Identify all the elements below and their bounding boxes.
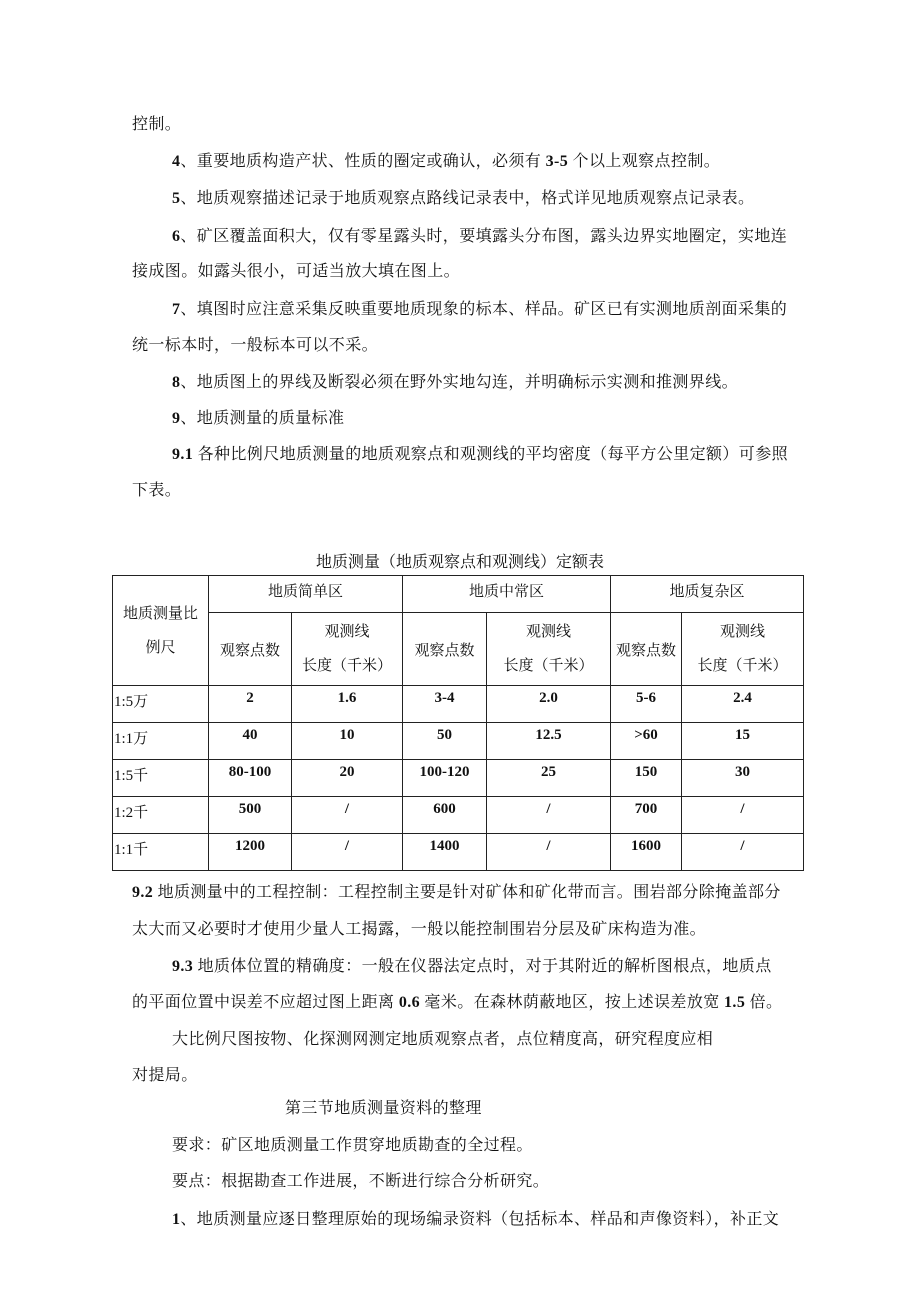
text-segment: 太大而又必要时才使用少量人工揭露，一般以能控制围岩分层及矿床构造为准。 bbox=[132, 921, 707, 938]
table-header-row bbox=[113, 576, 804, 613]
text-segment: 、矿区覆盖面积大，仅有零星露头时，要填露头分布图，露头边界实地圈定，实地连 bbox=[180, 228, 788, 245]
text-segment: 接成图。如露头很小，可适当放大填在图上。 bbox=[132, 263, 461, 280]
scale-cell: 1:5千 bbox=[113, 760, 209, 797]
paragraph-line bbox=[172, 1030, 713, 1050]
paragraph-line bbox=[172, 227, 787, 247]
text-segment: 统一标本时，一般标本可以不采。 bbox=[132, 337, 379, 354]
paragraph-line bbox=[172, 300, 787, 320]
value-cell: 2.0 bbox=[487, 686, 611, 723]
text-segment: 要求：矿区地质测量工作贯穿地质勘查的全过程。 bbox=[172, 1137, 533, 1154]
paragraph-line bbox=[132, 883, 781, 903]
sub-header-points: 观察点数 bbox=[403, 613, 487, 686]
paragraph-line bbox=[172, 1172, 549, 1192]
paragraph-line bbox=[172, 409, 344, 429]
bold-number: 5 bbox=[172, 190, 181, 207]
paragraph-line bbox=[172, 373, 738, 393]
paragraph-line bbox=[172, 445, 788, 465]
paragraph-line bbox=[172, 189, 754, 209]
value-cell: 1200 bbox=[209, 834, 292, 871]
value-cell: 150 bbox=[611, 760, 682, 797]
text-segment: 的平面位置中误差不应超过图上距离 bbox=[132, 994, 399, 1011]
group-header: 地质简单区 bbox=[209, 576, 403, 613]
bold-number: 7 bbox=[172, 301, 181, 318]
value-cell: 15 bbox=[682, 723, 804, 760]
sub-header-points: 观察点数 bbox=[611, 613, 682, 686]
text-segment: 第三节地质测量资料的整理 bbox=[285, 1100, 482, 1117]
sub-line-l2: 长度（千米） bbox=[503, 658, 594, 674]
sub-header-points: 观察点数 bbox=[209, 613, 292, 686]
bold-number: 6 bbox=[172, 228, 181, 245]
sub-header-line bbox=[487, 613, 611, 686]
paragraph-line bbox=[172, 957, 772, 977]
value-cell: 30 bbox=[682, 760, 804, 797]
value-cell: 500 bbox=[209, 797, 292, 834]
text-segment: 倍。 bbox=[745, 994, 783, 1011]
text-segment: 、地质测量的质量标准 bbox=[180, 410, 345, 427]
scale-cell: 1:5万 bbox=[113, 686, 209, 723]
value-cell: / bbox=[487, 834, 611, 871]
paragraph-line bbox=[132, 481, 181, 501]
text-segment: 控制。 bbox=[132, 116, 182, 133]
text-segment: 、地质测量应逐日整理原始的现场编录资料（包括标本、样品和声像资料），补正文 bbox=[180, 1211, 780, 1228]
value-cell: / bbox=[292, 797, 403, 834]
table-row bbox=[113, 834, 804, 871]
table-row bbox=[113, 686, 804, 723]
bold-number: 9.3 bbox=[172, 958, 194, 975]
paragraph-line bbox=[285, 1099, 482, 1119]
bold-number: 8 bbox=[172, 374, 181, 391]
bold-number: 9.1 bbox=[172, 446, 194, 463]
paragraph-line bbox=[172, 152, 720, 172]
sub-line-l1: 观测线 bbox=[525, 624, 571, 640]
scale-cell: 1:2千 bbox=[113, 797, 209, 834]
value-cell: 50 bbox=[403, 723, 487, 760]
sub-header-line bbox=[682, 613, 804, 686]
scale-header-line1: 地质测量比 bbox=[122, 605, 198, 622]
sub-line-l2: 长度（千米） bbox=[301, 658, 392, 674]
value-cell: 1.6 bbox=[292, 686, 403, 723]
paragraph-line bbox=[132, 115, 181, 135]
value-cell: 20 bbox=[292, 760, 403, 797]
text-segment: 、地质图上的界线及断裂必须在野外实地勾连，并明确标示实测和推测界线。 bbox=[180, 374, 739, 391]
group-header: 地质复杂区 bbox=[611, 576, 804, 613]
text-segment: 、地质观察描述记录于地质观察点路线记录表中，格式详见地质观察点记录表。 bbox=[180, 190, 755, 207]
text-segment: 下表。 bbox=[132, 482, 182, 499]
scale-header-line2: 例尺 bbox=[145, 639, 176, 656]
sub-line-l2: 长度（千米） bbox=[697, 658, 788, 674]
group-header: 地质中常区 bbox=[403, 576, 611, 613]
bold-number: 1.5 bbox=[724, 994, 746, 1011]
table-row bbox=[113, 723, 804, 760]
text-segment: 、填图时应注意采集反映重要地质现象的标本、样品。矿区已有实测地质剖面采集的 bbox=[180, 301, 788, 318]
value-cell: >60 bbox=[611, 723, 682, 760]
table-title: 地质测量（地质观察点和观测线）定额表 bbox=[315, 554, 604, 571]
value-cell: 2 bbox=[209, 686, 292, 723]
value-cell: / bbox=[682, 834, 804, 871]
value-cell: 5-6 bbox=[611, 686, 682, 723]
value-cell: 1600 bbox=[611, 834, 682, 871]
paragraph-line bbox=[132, 1066, 198, 1086]
paragraph-line bbox=[132, 993, 782, 1013]
scale-header bbox=[113, 576, 209, 686]
paragraph-line bbox=[132, 336, 378, 356]
bold-number: 0.6 bbox=[398, 994, 421, 1011]
value-cell: 12.5 bbox=[487, 723, 611, 760]
text-segment: 各种比例尺地质测量的地质观察点和观测线的平均密度（每平方公里定额）可参照 bbox=[193, 446, 789, 463]
value-cell: 40 bbox=[209, 723, 292, 760]
text-segment: 要点：根据勘查工作进展，不断进行综合分析研究。 bbox=[172, 1173, 550, 1190]
value-cell: 80-100 bbox=[209, 760, 292, 797]
text-segment: 对提局。 bbox=[132, 1067, 198, 1084]
value-cell: 700 bbox=[611, 797, 682, 834]
paragraph-line bbox=[132, 920, 706, 940]
text-segment: 毫米。在森林荫蔽地区，按上述误差放宽 bbox=[420, 994, 725, 1011]
bold-number: 4 bbox=[172, 153, 181, 170]
table-subheader-row bbox=[113, 613, 804, 686]
scale-cell: 1:1万 bbox=[113, 723, 209, 760]
table-row bbox=[113, 797, 804, 834]
bold-number: 1 bbox=[172, 1211, 181, 1228]
text-segment: 地质体位置的精确度：一般在仪器法定点时，对于其附近的解析图根点，地质点 bbox=[193, 958, 772, 975]
sub-line-l1: 观测线 bbox=[719, 624, 765, 640]
sub-header-line bbox=[292, 613, 403, 686]
paragraph-line bbox=[172, 1210, 779, 1230]
value-cell: / bbox=[487, 797, 611, 834]
text-segment: 、重要地质构造产状、性质的圈定或确认，必须有 bbox=[180, 153, 546, 170]
value-cell: 25 bbox=[487, 760, 611, 797]
value-cell: 2.4 bbox=[682, 686, 804, 723]
value-cell: 10 bbox=[292, 723, 403, 760]
value-cell: / bbox=[682, 797, 804, 834]
bold-number: 9.2 bbox=[132, 884, 154, 901]
text-segment: 大比例尺图按物、化探测网测定地质观察点者，点位精度高，研究程度应相 bbox=[172, 1031, 714, 1048]
value-cell: 3-4 bbox=[403, 686, 487, 723]
bold-number: 3-5 bbox=[545, 153, 569, 170]
table-row bbox=[113, 760, 804, 797]
text-segment: 地质测量中的工程控制：工程控制主要是针对矿体和矿化带而言。围岩部分除掩盖部分 bbox=[153, 884, 781, 901]
value-cell: 100-120 bbox=[403, 760, 487, 797]
quota-table bbox=[112, 575, 804, 871]
value-cell: 600 bbox=[403, 797, 487, 834]
scale-cell: 1:1千 bbox=[113, 834, 209, 871]
value-cell: 1400 bbox=[403, 834, 487, 871]
value-cell: / bbox=[292, 834, 403, 871]
paragraph-line bbox=[172, 1136, 533, 1156]
text-segment: 个以上观察点控制。 bbox=[568, 153, 721, 170]
paragraph-line bbox=[132, 262, 460, 282]
bold-number: 9 bbox=[172, 410, 181, 427]
sub-line-l1: 观测线 bbox=[324, 624, 370, 640]
